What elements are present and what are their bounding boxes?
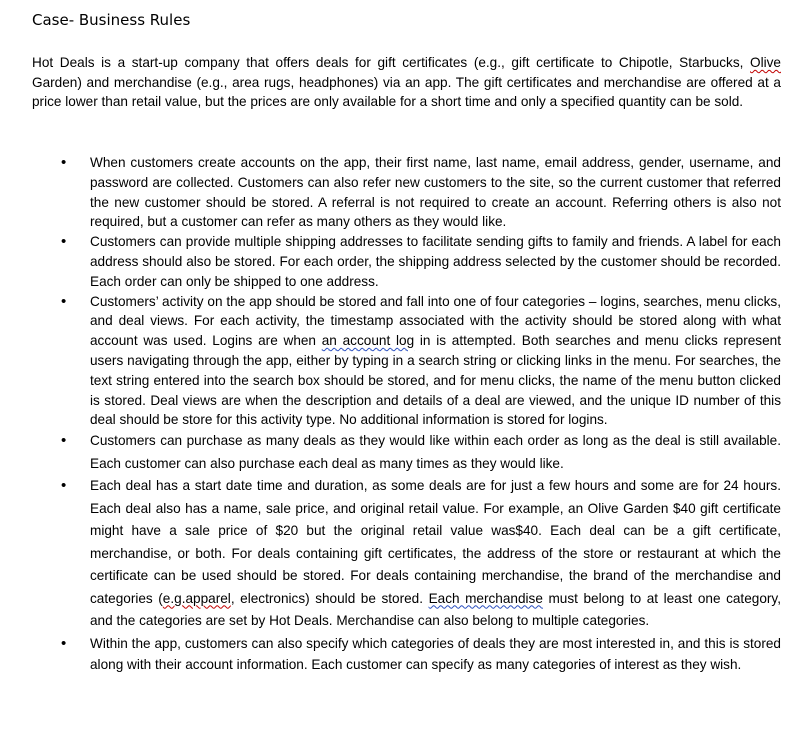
intro-paragraph	[32, 53, 781, 112]
rule-shipping-text: Customers can provide multiple shipping addresses to facilitate sending gifts to family and friends. A label for each address should also be stored. For each order, the shipping address selected by the customer should be recorded. Each order can only be shipped to one address.	[90, 234, 781, 289]
rule-activity	[0, 292, 781, 431]
rule-interests-text: Within the app, customers can also specify which categories of deals they are most interested in, and this is stored along with their account information. Each customer can specify as many categories of interest as they wish.	[90, 635, 781, 673]
spelling-flag-apparel[interactable]: e.g.apparel	[162, 590, 231, 606]
rule-shipping	[0, 232, 781, 291]
rule-deals-part2: , electronics) should be stored.	[230, 590, 429, 606]
rule-deals	[0, 475, 781, 633]
document-title: Case- Business Rules	[32, 11, 191, 29]
intro-rest: Garden) and merchandise (e.g., area rugs, headphones) via an app. The gift certificates and merchandise are offered at a price lower than retail value, but the prices are only available for a short time and only a specified quantity can be sold.	[32, 74, 781, 110]
business-rules-list	[0, 153, 799, 676]
rule-purchases	[0, 430, 781, 475]
rule-accounts	[0, 153, 781, 232]
rule-activity-part1: Customers’ activity on the app should be stored and fall into one of four categories – logins, searches, menu clicks, and deal views. For each activity, the timestamp associated with the activity should be stored along with what account was used. Logins are when	[90, 293, 781, 349]
grammar-flag-account-log[interactable]: an account log	[321, 333, 415, 349]
rule-deals-part3: must belong to at least one category, and the categories are set by Hot Deals. Merchandise can also belong to multiple categories.	[90, 590, 781, 629]
rule-activity-part2: in is attempted. Both searches and menu clicks represent users navigating through the app, either by typing in a search string or clicking links in the menu. For searches, the text string entered into the search box should be stored, and for menu clicks, the name of the menu button clicked is stored. Deal views are when the description and details of a deal are viewed, and the unique ID number of this deal should be store for this activity type. No additional information is stored for logins.	[90, 333, 781, 428]
intro-lead: Hot Deals is a start-up company that offers deals for gift certificates (e.g., gift certificate to Chipotle, Starbucks,	[32, 55, 751, 70]
grammar-flag-each-merchandise[interactable]: Each merchandise	[428, 590, 543, 606]
rule-interests	[0, 633, 781, 676]
rule-deals-part1: Each deal has a start date time and duration, as some deals are for just a few hours and some are for 24 hours. Each deal also has a name, sale price, and original retail value. For example, an Olive Garden $40 gift certificate might have a sale price of $20 but the original retail value was$40. Each deal can be a gift certificate, merchandise, or both. For deals containing gift certificates, the address of the store or restaurant at which the certificate can be used should be stored. For deals containing merchandise, the brand of the merchandise and categories (	[90, 478, 781, 606]
spelling-flag-olive[interactable]: Olive	[750, 55, 781, 70]
rule-accounts-text: When customers create accounts on the app, their first name, last name, email address, gender, username, and password are collected. Customers can also refer new customers to the site, so the current customer that referred the new customer should be stored. A referral is not required to create an account. Referring others is also not required, but a customer can refer as many others as they would like.	[90, 155, 781, 230]
rule-purchases-text: Customers can purchase as many deals as they would like within each order as long as the deal is still available. Each customer can also purchase each deal as many times as they would like.	[90, 433, 781, 471]
